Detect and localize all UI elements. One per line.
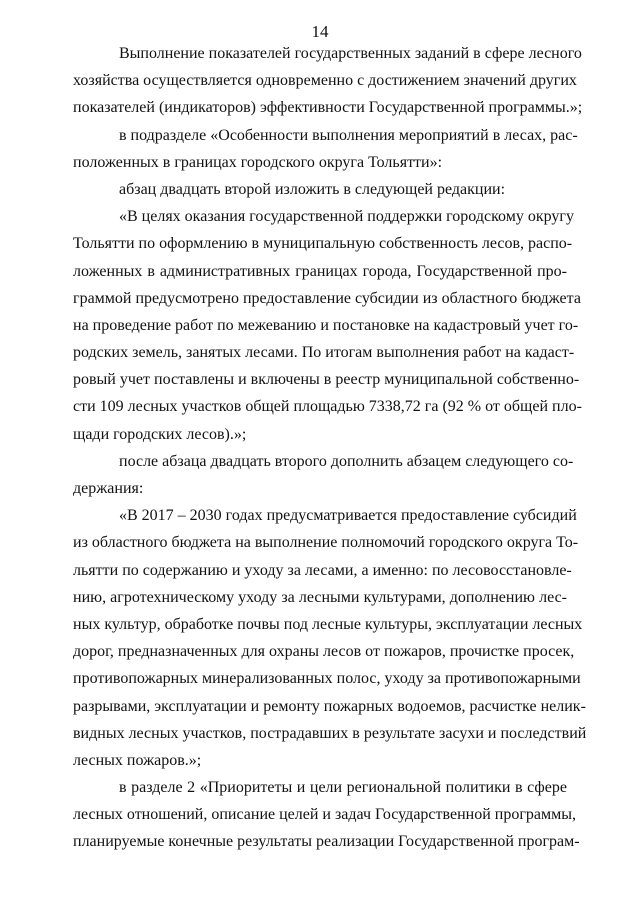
page-number: 14: [311, 22, 329, 41]
text-line: родских земель, занятых лесами. По итогам выполнения работ на кадаст-: [73, 344, 575, 362]
text-line: щади городских лесов).»;: [73, 425, 247, 443]
text-line: сти 109 лесных участков общей площадью 7338,72 га (92 % от общей пло-: [73, 398, 582, 416]
text-line: «В целях оказания государственной поддержки городскому округу: [119, 208, 574, 226]
text-line: абзац двадцать второй изложить в следующей редакции:: [119, 180, 506, 198]
text-line: в разделе 2 «Приоритеты и цели региональной политики в сфере: [119, 779, 567, 797]
text-line: лесных пожаров.»;: [73, 751, 202, 769]
text-line: из областного бюджета на выполнение полномочий городского округа То-: [73, 534, 579, 552]
document-body: [73, 40, 587, 856]
text-line: держания:: [73, 480, 144, 497]
text-line: хозяйства осуществляется одновременно с достижением значений других: [73, 72, 577, 90]
text-line: показателей (индикаторов) эффективности Государственной программы.»;: [73, 99, 583, 117]
text-line: льятти по содержанию и уходу за лесами, а именно: по лесовосстановле-: [73, 561, 572, 579]
text-line: ложенных в административных границах города, Государственной про-: [73, 262, 567, 280]
text-line: в подразделе «Особенности выполнения мероприятий в лесах, рас-: [119, 126, 578, 144]
text-line: противопожарных минерализованных полос, уходу за противопожарными: [73, 670, 581, 688]
text-line: положенных в границах городского округа Тольятти»:: [73, 153, 443, 171]
text-line: дорог, предназначенных для охраны лесов от пожаров, прочистке просек,: [73, 643, 575, 661]
text-line: «В 2017 – 2030 годах предусматривается предоставление субсидий: [119, 507, 577, 525]
text-line: граммой предусмотрено предоставление субсидии из областного бюджета: [73, 289, 581, 307]
text-line: после абзаца двадцать второго дополнить абзацем следующего со-: [119, 452, 574, 470]
text-line: ровый учет поставлены и включены в реестр муниципальной собственно-: [73, 371, 580, 389]
text-line: Тольятти по оформлению в муниципальную собственность лесов, распо-: [73, 235, 573, 253]
text-line: лесных отношений, описание целей и задач Государственной программы,: [73, 806, 576, 824]
text-line: Выполнение показателей государственных заданий в сфере лесного: [119, 45, 582, 62]
text-line: на проведение работ по межеванию и постановке на кадастровый учет го-: [73, 316, 579, 334]
text-line: нию, агротехническому уходу за лесными культурами, дополнению лес-: [73, 588, 567, 606]
text-line: планируемые конечные результаты реализации Государственной програм-: [73, 833, 580, 851]
text-line: ных культур, обработке почвы под лесные культуры, эксплуатации лесных: [73, 615, 583, 633]
text-line: разрывами, эксплуатации и ремонту пожарных водоемов, расчистке нелик-: [73, 697, 586, 715]
text-line: видных лесных участков, пострадавших в результате засухи и последствий: [73, 724, 587, 742]
